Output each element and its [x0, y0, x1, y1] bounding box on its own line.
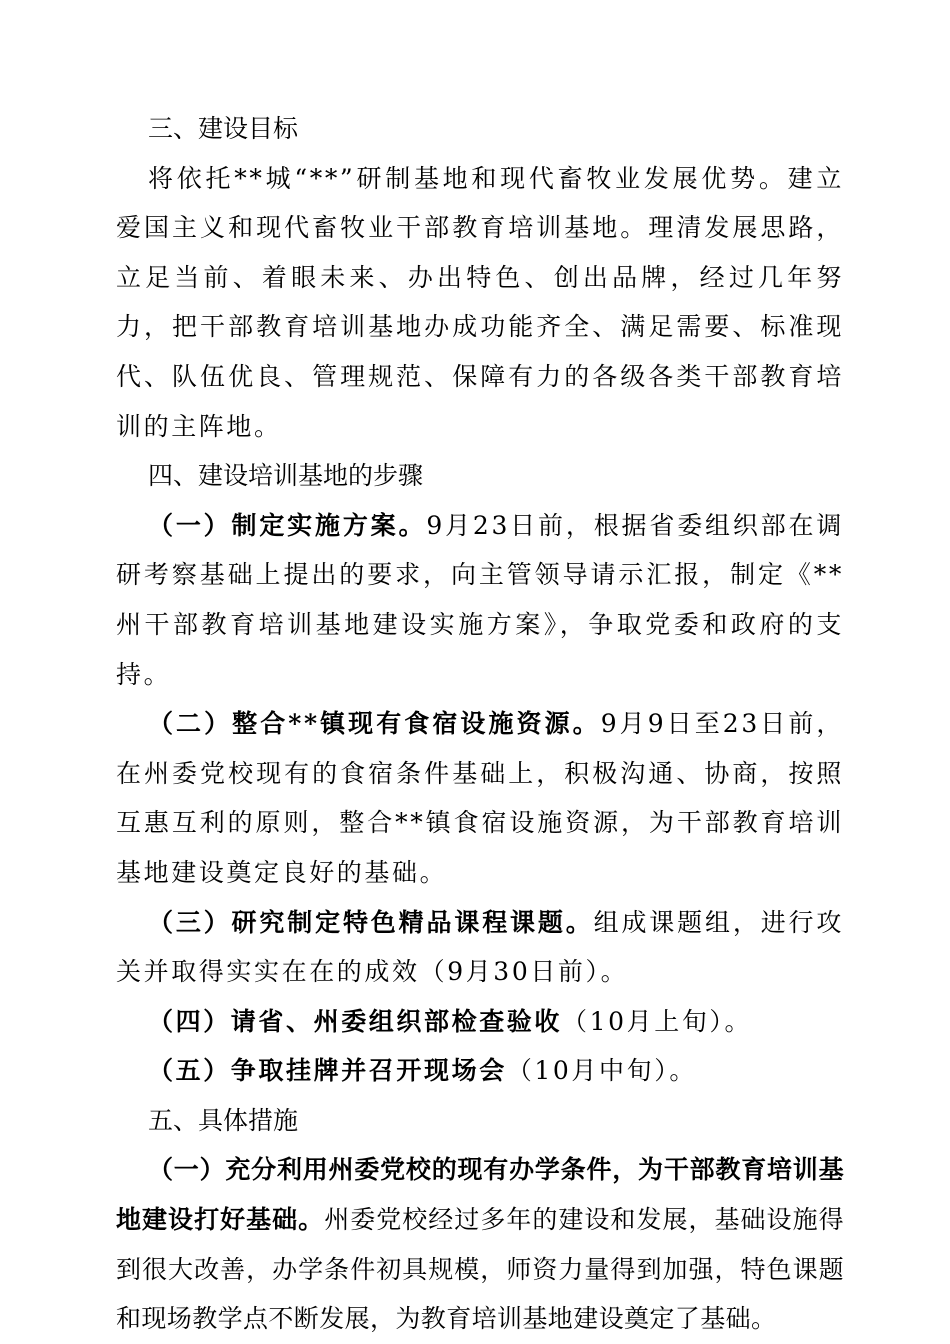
step-item-3-title: （三）研究制定特色精品课程课题。	[148, 907, 594, 937]
measure-item-1-title: （一）充分利用州委党校的现有办学条件，为干部教育培训基地建设打好基础。	[116, 1155, 844, 1235]
step-item-2-title: （二）整合**镇现有食宿设施资源。	[148, 709, 601, 739]
document-page	[116, 104, 844, 1344]
step-item-1-title: （一）制定实施方案。	[148, 510, 427, 540]
step-item-5	[116, 1046, 844, 1096]
measure-item-1-text: 州委党校经过多年的建设和发展，基础设施得到很大改善，办学条件初具规模，师资力量得到加强，特色课题和现场教学点不断发展，为教育培训基地建设奠定了基础。	[116, 1205, 844, 1334]
step-item-1-text: 9月23日前，根据省委组织部在调研考察基础上提出的要求，向主管领导请示汇报，制定《**州干部教育培训基地建设实施方案》，争取党委和政府的支持。	[116, 510, 844, 689]
step-item-3	[116, 898, 844, 997]
measure-item-1	[116, 1145, 844, 1343]
step-item-4-text: （10月上旬）。	[562, 1006, 753, 1036]
step-item-4-title: （四）请省、州委组织部检查验收	[148, 1006, 563, 1036]
step-item-5-title: （五）争取挂牌并召开现场会	[148, 1056, 507, 1086]
step-item-5-text: （10月中旬）。	[506, 1056, 697, 1086]
section-heading-goals: 三、建设目标	[148, 114, 299, 143]
step-item-1	[116, 501, 844, 699]
step-item-4	[116, 997, 844, 1047]
section-heading-measures: 五、具体措施	[148, 1105, 299, 1135]
step-item-3-text: 组成课题组，进行攻关并取得实实在在的成效（9月30日前）。	[116, 907, 844, 987]
goals-paragraph: 将依托**城“**”研制基地和现代畜牧业发展优势。建立爱国主义和现代畜牧业干部教育培训基地。理清发展思路，立足当前、着眼未来、办出特色、创出品牌，经过几年努力，把干部教育培训基地办成功能齐全、满足需要、标准现代、队伍优良、管理规范、保障有力的各级各类干部教育培训的主阵地。	[116, 163, 844, 441]
section-heading-steps: 四、建设培训基地的步骤	[148, 461, 424, 491]
step-item-2-text: 9月9日至23日前，在州委党校现有的食宿条件基础上，积极沟通、协商，按照互惠互利的原则，整合**镇食宿设施资源，为干部教育培训基地建设奠定良好的基础。	[116, 709, 844, 887]
step-item-2	[116, 699, 844, 897]
